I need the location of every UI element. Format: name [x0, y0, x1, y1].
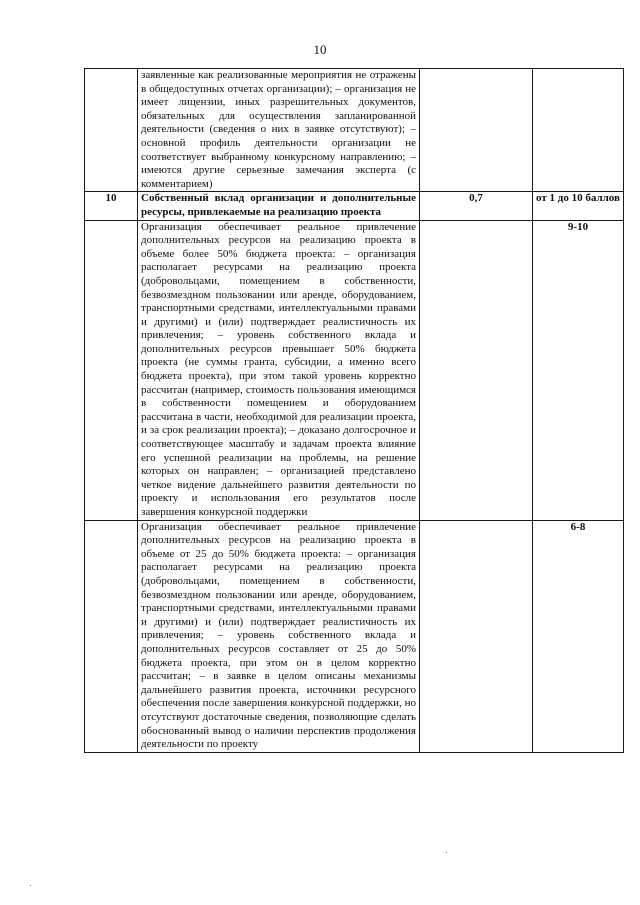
level-row	[85, 520, 624, 752]
score-cell	[533, 69, 624, 192]
scan-speck	[446, 852, 447, 853]
continued-description-cell: заявленные как реализованные мероприятия не отражены в общедоступных отчетах организации); – организация не имеет лицензии, иных разрешительных документов, обязательных для осуществления запланированной деятельности (сведения о них в заявке отсутствуют); – основной профиль деятельности организации не соответствует выбранному конкурсному направлению; – имеются другие серьезные замечания эксперта (с комментарием)	[138, 69, 420, 192]
table-row	[85, 69, 624, 192]
criterion-number: 10	[85, 192, 138, 220]
criterion-title: Собственный вклад организации и дополнительные ресурсы, привлекаемые на реализацию проекта	[138, 192, 420, 220]
scan-speck	[30, 885, 31, 886]
criterion-weight: 0,7	[420, 192, 533, 220]
number-cell	[85, 520, 138, 752]
weight-cell	[420, 220, 533, 520]
page-number: 10	[313, 42, 327, 57]
weight-cell	[420, 520, 533, 752]
level-score: 6-8	[533, 520, 624, 752]
level-description: Организация обеспечивает реальное привлечение дополнительных ресурсов на реализацию проекта в объеме более 50% бюджета проекта: – организация располагает ресурсами на реализацию проекта (добровольцами, помещением в собственности, безвозмездном пользовании или аренде, оборудованием, транспортными средствами, интеллектуальными правами и другими) и (или) подтверждает реалистичность их привлечения; – уровень собственного вклада и дополнительных ресурсов превышает 50% бюджета проекта (не суммы гранта, субсидии, а именно всего бюджета проекта), при этом такой уровень корректно рассчитан (например, стоимость пользования имеющимся в собственности помещением и оборудованием рассчитана в части, необходимой для реализации проекта, и за срок реализации проекта); – доказано долгосрочное и соответствующее масштабу и задачам проекта влияние его успешной реализации на проблемы, на решение которых он направлен; – организацией представлено четкое видение дальнейшего развития деятельности по проекту и использования его результатов после завершения конкурсной поддержки	[138, 220, 420, 520]
number-cell	[85, 69, 138, 192]
criterion-row	[85, 192, 624, 220]
level-description: Организация обеспечивает реальное привлечение дополнительных ресурсов на реализацию проекта в объеме от 25 до 50% бюджета проекта: – организация располагает ресурсами на реализацию проекта (добровольцами, помещением в собственности, безвозмездном пользовании или аренде, оборудованием, транспортными средствами, интеллектуальными правами и другими) и (или) подтверждает реалистичность их привлечения; – уровень собственного вклада и дополнительных ресурсов составляет от 25 до 50% бюджета проекта, при этом он в целом корректно рассчитан; – в заявке в целом описаны механизмы дальнейшего развития проекта, источники ресурсного обеспечения после завершения конкурсной поддержки, но отсутствуют достаточные сведения, позволяющие сделать обоснованный вывод о наличии перспектив продолжения деятельности по проекту	[138, 520, 420, 752]
criteria-table	[84, 68, 624, 753]
number-cell	[85, 220, 138, 520]
weight-cell	[420, 69, 533, 192]
criterion-scale: от 1 до 10 баллов	[533, 192, 624, 220]
level-score: 9-10	[533, 220, 624, 520]
level-row	[85, 220, 624, 520]
